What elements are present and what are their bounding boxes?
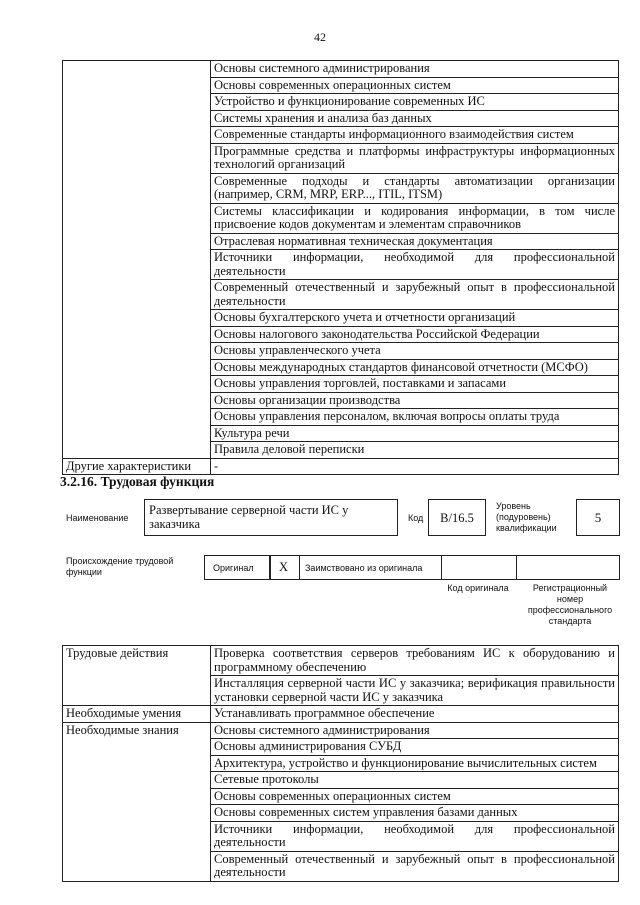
knowledge-item: Основы системного администрирования (211, 61, 619, 78)
knowledge-item: Системы хранения и анализа баз данных (211, 110, 619, 127)
knowledge-item: Системы классификации и кодирования информации, в том числе присвоение кодов документам и элементам справочников (211, 203, 619, 233)
level-label: Уровень (подуровень) квалификации (496, 501, 557, 533)
required-knowledge-item: Основы современных систем управления базами данных (211, 805, 619, 822)
name-label: Наименование (66, 513, 129, 523)
table-row (63, 722, 619, 739)
section-title: 3.2.16. Трудовая функция (60, 474, 215, 489)
other-characteristics-value: - (211, 458, 619, 475)
knowledge-item: Основы налогового законодательства Российской Федерации (211, 326, 619, 343)
label-cell-empty (63, 61, 211, 459)
knowledge-item: Отраслевая нормативная техническая документация (211, 233, 619, 250)
original-label: Оригинал (213, 563, 254, 573)
knowledge-item: Современные подходы и стандарты автоматизации организации (например, CRM, MRP, ERP..., ITIL, ITSM) (211, 173, 619, 203)
other-characteristics-label: Другие характеристики (63, 458, 211, 475)
knowledge-item: Основы управленческого учета (211, 343, 619, 360)
knowledge-item: Устройство и функционирование современных ИС (211, 94, 619, 111)
table-row (63, 458, 619, 475)
required-knowledge-item: Современный отечественный и зарубежный опыт в профессиональной деятельности (211, 851, 619, 881)
labor-actions-item: Проверка соответствия серверов требованиям ИС к оборудованию и программному обеспечению (211, 646, 619, 676)
knowledge-item: Основы бухгалтерского учета и отчетности организаций (211, 310, 619, 327)
code-value: B/16.5 (440, 511, 474, 525)
table-row (63, 61, 619, 78)
required-knowledge-label: Необходимые знания (63, 722, 211, 881)
required-skills-item: Устанавливать программное обеспечение (211, 706, 619, 723)
page-number: 42 (314, 30, 326, 44)
required-knowledge-item: Сетевые протоколы (211, 772, 619, 789)
original-mark: X (279, 560, 289, 574)
reg-num-caption: Регистрационный номер профессионального стандарта (527, 583, 613, 626)
knowledge-item: Основы организации производства (211, 392, 619, 409)
knowledge-item: Основы управления торговлей, поставками и запасами (211, 376, 619, 393)
borrowed-label: Заимствовано из оригинала (305, 563, 423, 573)
labor-actions-label: Трудовые действия (63, 646, 211, 706)
knowledge-item: Основы современных операционных систем (211, 77, 619, 94)
knowledge-item: Основы управления персоналом, включая вопросы оплаты труда (211, 409, 619, 426)
required-knowledge-item: Основы системного администрирования (211, 722, 619, 739)
knowledge-item: Правила деловой переписки (211, 442, 619, 459)
labor-function-table (62, 645, 619, 882)
code-value-box (428, 499, 486, 536)
required-knowledge-item: Основы современных операционных систем (211, 788, 619, 805)
knowledge-item: Программные средства и платформы инфраструктуры информационных технологий организаций (211, 143, 619, 173)
required-knowledge-item: Источники информации, необходимой для профессиональной деятельности (211, 821, 619, 851)
level-value: 5 (594, 510, 602, 525)
knowledge-table-continued (62, 60, 619, 475)
knowledge-item: Основы международных стандартов финансовой отчетности (МСФО) (211, 359, 619, 376)
table-row (63, 646, 619, 676)
name-value: Развертывание серверной части ИС у заказчика (149, 503, 349, 531)
name-value-box (144, 499, 398, 536)
knowledge-item: Современный отечественный и зарубежный опыт в профессиональной деятельности (211, 280, 619, 310)
level-value-box (576, 499, 620, 536)
knowledge-item: Культура речи (211, 425, 619, 442)
knowledge-item: Источники информации, необходимой для профессиональной деятельности (211, 250, 619, 280)
required-knowledge-item: Основы администрирования СУБД (211, 739, 619, 756)
required-skills-label: Необходимые умения (63, 706, 211, 723)
origin-row (204, 555, 620, 580)
required-knowledge-item: Архитектура, устройство и функционирование вычислительных систем (211, 755, 619, 772)
code-label: Код (408, 513, 424, 523)
knowledge-item: Современные стандарты информационного взаимодействия систем (211, 127, 619, 144)
labor-actions-item: Инсталляция серверной части ИС у заказчика; верификация правильности установки серверной части ИС у заказчика (211, 676, 619, 706)
orig-code-caption: Код оригинала (447, 583, 509, 593)
origin-label: Происхождение трудовой функции (66, 556, 174, 577)
table-row (63, 706, 619, 723)
